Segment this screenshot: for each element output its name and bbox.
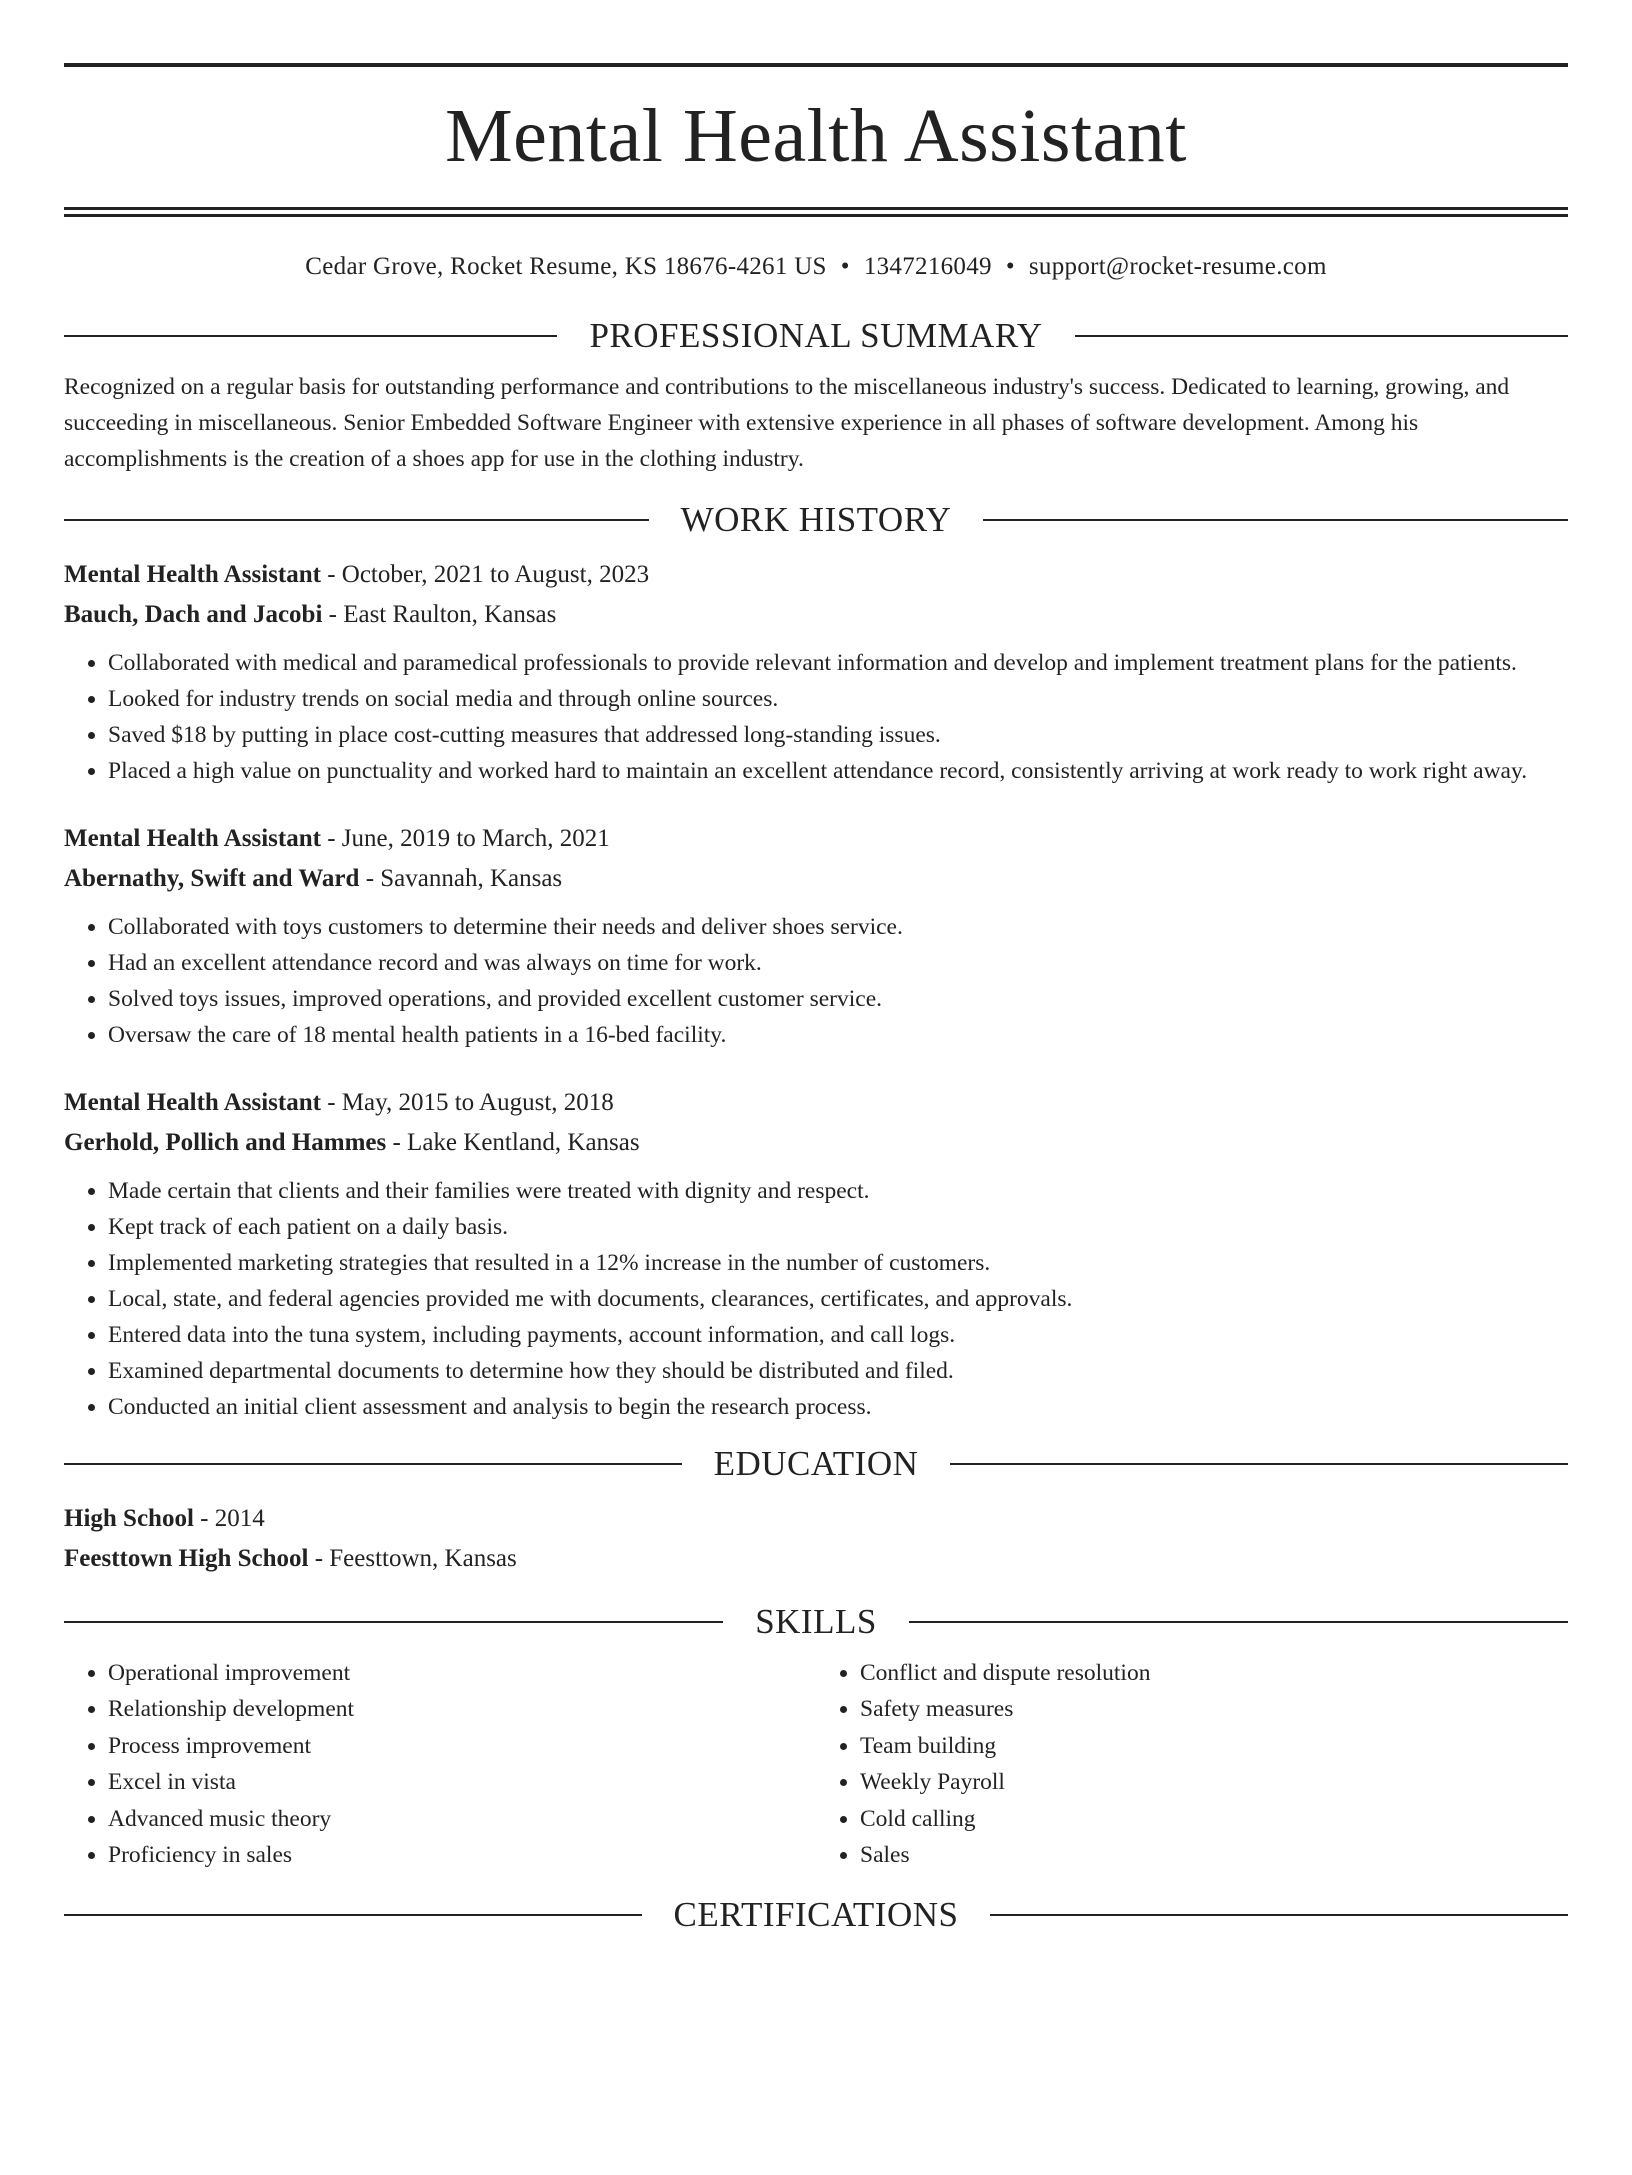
education-school-line — [64, 1539, 1568, 1579]
job-bullet: • Conducted an initial client assessment and analysis to begin the research process. — [108, 1389, 1568, 1425]
section-heading-education — [64, 1443, 1568, 1485]
job-bullets — [64, 645, 1568, 789]
job-entry — [64, 819, 1568, 1053]
section-heading-summary — [64, 315, 1568, 357]
job-company-line — [64, 595, 1568, 635]
job-role: Mental Health Assistant — [64, 1088, 321, 1116]
job-location: - Savannah, Kansas — [359, 864, 563, 892]
job-bullet: • Had an excellent attendance record and was always on time for work. — [108, 945, 1568, 981]
skills-list-left — [64, 1655, 816, 1874]
skill-item: • Safety measures — [860, 1691, 1568, 1728]
skill-item: • Weekly Payroll — [860, 1764, 1568, 1801]
job-bullets — [64, 1173, 1568, 1425]
job-bullet: • Placed a high value on punctuality and worked hard to maintain an excellent attendance record, consistently arriving at work ready to work right away. — [108, 753, 1568, 789]
section-title: SKILLS — [755, 1601, 877, 1641]
skill-item: • Relationship development — [108, 1691, 816, 1728]
job-bullet: • Implemented marketing strategies that resulted in a 12% increase in the number of customers. — [108, 1245, 1568, 1281]
section-heading-work-history — [64, 499, 1568, 541]
skill-item: • Cold calling — [860, 1801, 1568, 1838]
education-entry — [64, 1499, 1568, 1579]
job-role: Mental Health Assistant — [64, 560, 321, 588]
resume-page — [0, 63, 1632, 2175]
job-company: Abernathy, Swift and Ward — [64, 864, 360, 892]
section-title: PROFESSIONAL SUMMARY — [589, 315, 1043, 355]
job-role-line — [64, 819, 1568, 859]
job-bullet: • Examined departmental documents to determine how they should be distributed and filed. — [108, 1353, 1568, 1389]
job-bullet: • Collaborated with medical and paramedical professionals to provide relevant information and develop and implement treatment plans for the patients. — [108, 645, 1568, 681]
job-bullet: • Saved $18 by putting in place cost-cutting measures that addressed long-standing issues. — [108, 717, 1568, 753]
job-location: - East Raulton, Kansas — [322, 600, 557, 628]
summary-text: Recognized on a regular basis for outstanding performance and contributions to the miscellaneous industry's success. Dedicated to learning, growing, and succeeding in miscellaneous. Senior Embedded Software Engineer with extensive experience in all phases of software development. Among his accomplishments is the creation of a shoes app for use in the clothing industry. — [64, 373, 1510, 472]
job-bullet: • Looked for industry trends on social media and through online sources. — [108, 681, 1568, 717]
heading-rule-left — [64, 519, 649, 521]
heading-rule-right — [909, 1621, 1568, 1623]
skill-item: • Conflict and dispute resolution — [860, 1655, 1568, 1692]
heading-rule-left — [64, 1463, 682, 1465]
job-role-line — [64, 1083, 1568, 1123]
contact-line — [64, 253, 1568, 281]
section-heading-certifications — [64, 1894, 1568, 1936]
skill-item: • Excel in vista — [108, 1764, 816, 1801]
job-bullet: • Kept track of each patient on a daily basis. — [108, 1209, 1568, 1245]
skills-list-right — [816, 1655, 1568, 1874]
contact-email: support@rocket-resume.com — [1028, 252, 1327, 280]
job-role-line — [64, 555, 1568, 595]
section-title: EDUCATION — [713, 1443, 919, 1483]
top-rule — [64, 63, 1568, 67]
heading-rule-right — [950, 1463, 1568, 1465]
skills-columns — [64, 1655, 1568, 1874]
education-school: Feesttown High School — [64, 1544, 309, 1572]
contact-separator: • — [1005, 252, 1015, 280]
skill-item: • Proficiency in sales — [108, 1837, 816, 1874]
job-company: Gerhold, Pollich and Hammes — [64, 1128, 387, 1156]
heading-rule-left — [64, 1621, 723, 1623]
skill-item: • Team building — [860, 1728, 1568, 1765]
skill-item: • Process improvement — [108, 1728, 816, 1765]
skill-item: • Operational improvement — [108, 1655, 816, 1692]
double-rule — [64, 207, 1568, 217]
section-title: CERTIFICATIONS — [673, 1894, 959, 1934]
education-degree-line — [64, 1499, 1568, 1539]
education-location: - Feesttown, Kansas — [308, 1544, 517, 1572]
skill-item: • Sales — [860, 1837, 1568, 1874]
contact-phone: 1347216049 — [863, 252, 992, 280]
job-bullet: • Solved toys issues, improved operations, and provided excellent customer service. — [108, 981, 1568, 1017]
job-location: - Lake Kentland, Kansas — [386, 1128, 640, 1156]
job-company-line — [64, 859, 1568, 899]
education-degree: High School — [64, 1504, 194, 1532]
contact-separator: • — [840, 252, 850, 280]
job-company: Bauch, Dach and Jacobi — [64, 600, 323, 628]
heading-rule-right — [983, 519, 1568, 521]
job-bullet: • Collaborated with toys customers to determine their needs and deliver shoes service. — [108, 909, 1568, 945]
job-bullets — [64, 909, 1568, 1053]
heading-rule-left — [64, 1914, 642, 1916]
job-dates: - May, 2015 to August, 2018 — [320, 1088, 614, 1116]
skill-item: • Advanced music theory — [108, 1801, 816, 1838]
heading-rule-right — [990, 1914, 1568, 1916]
job-bullet: • Oversaw the care of 18 mental health patients in a 16-bed facility. — [108, 1017, 1568, 1053]
heading-rule-right — [1075, 335, 1568, 337]
job-bullet: • Local, state, and federal agencies provided me with documents, clearances, certificates, and approvals. — [108, 1281, 1568, 1317]
job-dates: - October, 2021 to August, 2023 — [320, 560, 650, 588]
resume-name: Mental Health Assistant — [445, 94, 1187, 178]
section-heading-skills — [64, 1601, 1568, 1643]
education-year: - 2014 — [193, 1504, 265, 1532]
heading-rule-left — [64, 335, 557, 337]
job-bullet: • Made certain that clients and their families were treated with dignity and respect. — [108, 1173, 1568, 1209]
job-role: Mental Health Assistant — [64, 824, 321, 852]
job-entry — [64, 555, 1568, 789]
contact-address: Cedar Grove, Rocket Resume, KS 18676-4261 US — [305, 252, 827, 280]
job-entry — [64, 1083, 1568, 1425]
job-dates: - June, 2019 to March, 2021 — [320, 824, 610, 852]
section-title: WORK HISTORY — [680, 499, 952, 539]
job-company-line — [64, 1123, 1568, 1163]
job-bullet: • Entered data into the tuna system, including payments, account information, and call logs. — [108, 1317, 1568, 1353]
